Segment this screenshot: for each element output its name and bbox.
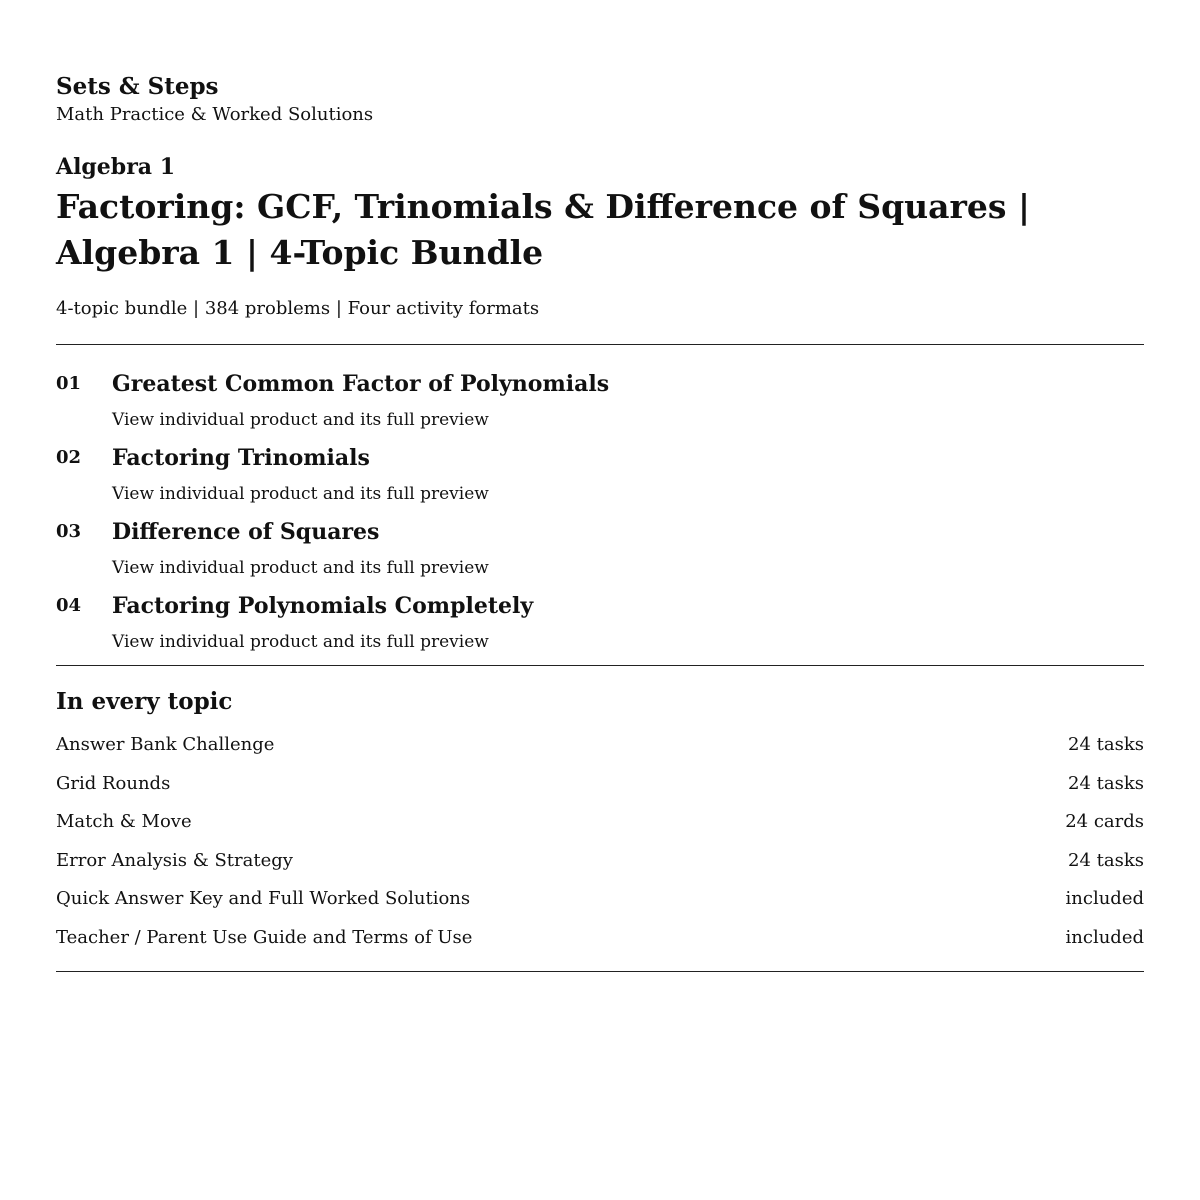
feature-value: included (1065, 926, 1144, 948)
feature-value: 24 cards (1065, 811, 1144, 832)
feature-name: Teacher / Parent Use Guide and Terms of Use (56, 926, 473, 948)
topic-title: Greatest Common Factor of Polynomials (112, 371, 610, 397)
topic-body (112, 589, 1144, 655)
topic-list (56, 345, 1144, 655)
feature-name: Answer Bank Challenge (56, 734, 275, 755)
product-page (56, 0, 1144, 972)
divider (56, 971, 1144, 972)
brand-tagline: Math Practice & Worked Solutions (56, 104, 374, 125)
topic-body (112, 441, 1144, 507)
feature-name: Quick Answer Key and Full Worked Solutions (56, 888, 471, 909)
topic-title: Difference of Squares (112, 519, 380, 545)
view-product-link[interactable]: View individual product and its full preview (112, 484, 489, 504)
topic-body (112, 367, 1144, 433)
view-product-link[interactable]: View individual product and its full preview (112, 410, 489, 430)
view-product-link[interactable]: View individual product and its full preview (112, 558, 489, 578)
brand-header (56, 72, 1144, 128)
feature-name: Error Analysis & Strategy (56, 849, 293, 871)
product-summary: 4-topic bundle | 384 problems | Four activity formats (56, 298, 540, 319)
topic-number: 01 (56, 373, 82, 394)
topic-body (112, 515, 1144, 581)
feature-row (56, 919, 1144, 958)
topic-number: 04 (56, 595, 82, 616)
feature-list (56, 726, 1144, 957)
feature-row (56, 765, 1144, 804)
feature-row (56, 726, 1144, 765)
topic-title: Factoring Polynomials Completely (112, 593, 534, 619)
divider (56, 665, 1144, 666)
topic-item (56, 589, 1144, 655)
feature-row (56, 803, 1144, 842)
topic-item (56, 367, 1144, 433)
brand-name: Sets & Steps (56, 73, 219, 100)
feature-name: Grid Rounds (56, 772, 171, 794)
topic-item (56, 515, 1144, 581)
product-title: Factoring: GCF, Trinomials & Difference of Squares | Algebra 1 | 4-Topic Bundle (56, 187, 1030, 272)
view-product-link[interactable]: View individual product and its full preview (112, 632, 489, 652)
feature-name: Match & Move (56, 811, 192, 832)
topic-number: 03 (56, 521, 82, 542)
feature-value: included (1065, 888, 1144, 909)
feature-value: 24 tasks (1068, 849, 1144, 871)
feature-value: 24 tasks (1068, 734, 1144, 755)
features-heading: In every topic (56, 688, 233, 715)
feature-value: 24 tasks (1068, 772, 1144, 794)
topic-item (56, 441, 1144, 507)
subject-label: Algebra 1 (56, 154, 176, 180)
feature-row (56, 842, 1144, 881)
topic-title: Factoring Trinomials (112, 445, 370, 471)
feature-row (56, 880, 1144, 919)
topic-number: 02 (56, 447, 82, 468)
